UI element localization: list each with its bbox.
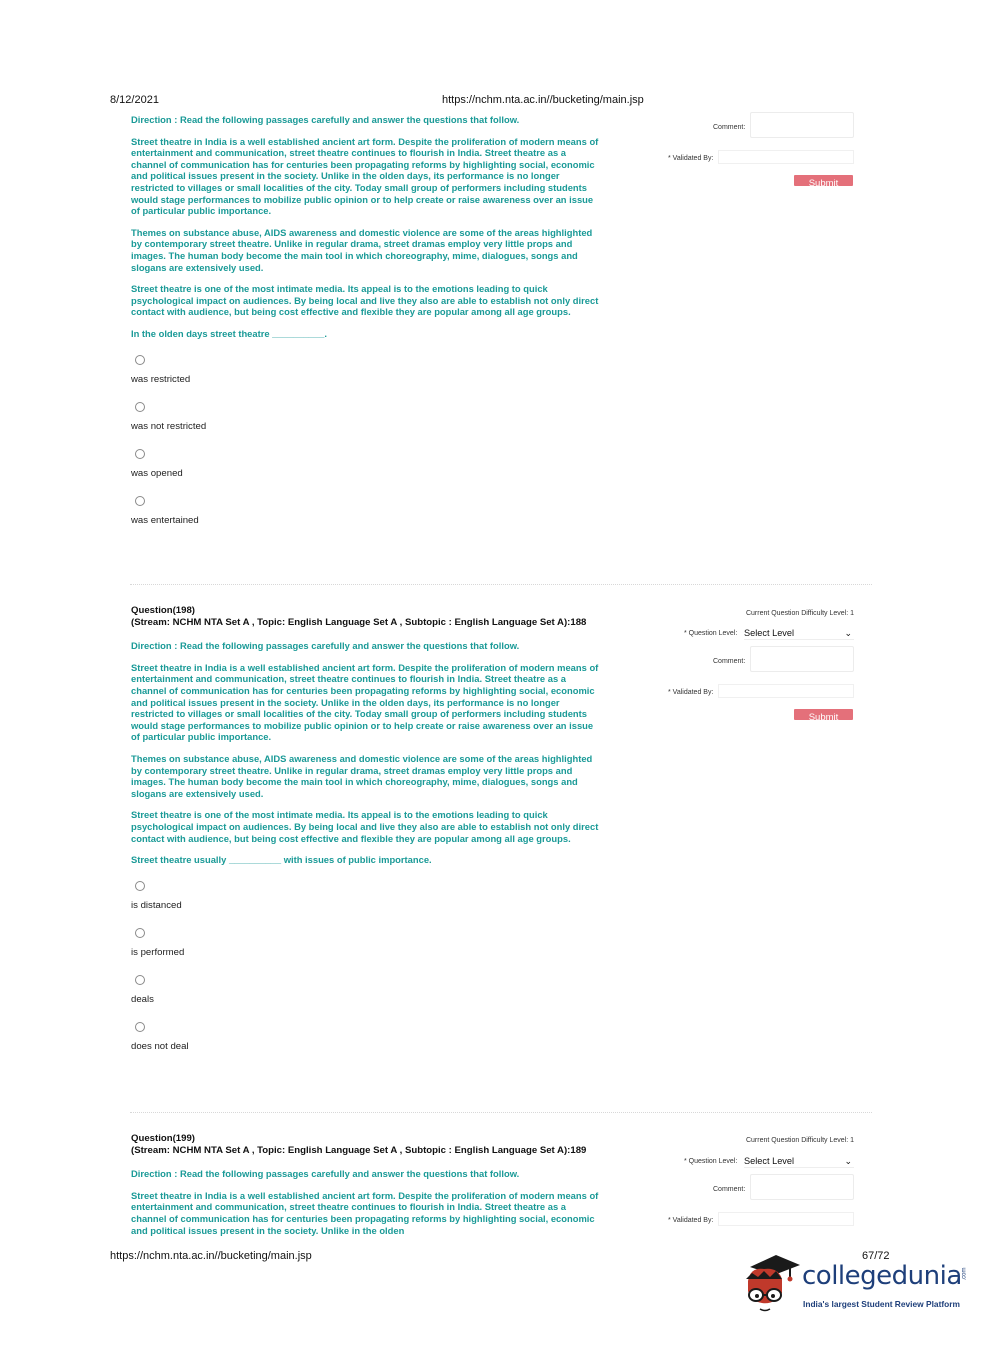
page-number: 67/72 (862, 1250, 890, 1262)
print-date: 8/12/2021 (110, 94, 159, 106)
passage-paragraph-2: Themes on substance abuse, AIDS awareness and domestic violence are some of the areas highlighted by contemporary street theatre. Unlike in regular drama, street dramas employ very little props and images. The human body become the main tool in which choreography, mime, dialogues, songs and slogans are extensively used. (131, 226, 593, 273)
comment-label: Comment: (713, 124, 746, 131)
mascot-icon (742, 1249, 802, 1321)
brand-tagline: India's largest Student Review Platform (803, 1299, 960, 1309)
radio-button[interactable] (135, 1022, 145, 1032)
question-199-block (131, 1133, 601, 1246)
question-level-label: * Question Level: (684, 630, 738, 637)
difficulty-level: Current Question Difficulty Level: 1 (745, 1137, 854, 1144)
validated-by-input[interactable] (718, 150, 854, 164)
question-meta: (Stream: NCHM NTA Set A , Topic: English Language Set A , Subtopic : English Language Set A):189 (131, 1144, 587, 1156)
select-value: Select Level (744, 628, 795, 638)
option-label: is distanced (131, 899, 182, 911)
brand-com: .com (961, 1267, 968, 1281)
select-value: Select Level (744, 1156, 795, 1166)
option-label: was entertained (131, 514, 199, 526)
radio-button[interactable] (135, 402, 145, 412)
radio-button[interactable] (135, 975, 145, 985)
comment-input[interactable] (750, 1174, 854, 1200)
option-label: was not restricted (131, 420, 207, 432)
separator (130, 584, 872, 585)
question-197-block (131, 114, 601, 543)
comment-label: Comment: (713, 658, 746, 665)
option-1[interactable] (131, 355, 601, 402)
passage-paragraph-3: Street theatre is one of the most intimate media. Its appeal is to the emotions leading to quick psychological impact on audiences. By being local and live they also are able to establish not only direct contact with audience, but being cost effective and flexible they are popular among all age groups. (131, 809, 599, 844)
passage-paragraph-2: Themes on substance abuse, AIDS awareness and domestic violence are some of the areas highlighted by contemporary street theatre. Unlike in regular drama, street dramas employ very little props and images. The human body become the main tool in which choreography, mime, dialogues, songs and slogans are extensively used. (131, 752, 593, 799)
brand-name: collegedunia (802, 1261, 962, 1291)
question-level-select[interactable] (744, 628, 854, 640)
question-level-select[interactable] (744, 1156, 854, 1168)
option-label: deals (131, 993, 154, 1005)
collegedunia-logo (742, 1249, 972, 1321)
option-2[interactable] (131, 402, 601, 449)
option-3[interactable] (131, 975, 601, 1022)
radio-button[interactable] (135, 881, 145, 891)
option-2[interactable] (131, 928, 601, 975)
passage-paragraph-3: Street theatre is one of the most intimate media. Its appeal is to the emotions leading to quick psychological impact on audiences. By being local and live they also are able to establish not only direct contact with audience, but being cost effective and flexible they are popular among all age groups. (131, 283, 599, 318)
passage-paragraph-1: Street theatre in India is a well established ancient art form. Despite the proliferation of modern means of entertainment and communication, street theatre continues to flourish in India. Street theatre as a channel of communication has for centuries been propagating reforms by highlighting social, economic and political issues present in the society. Unlike in the olden days, its performance is no longer restricted to villages or small localities of the city. Today small group of performers including students would stage performances to mobilize public opinion or to help create or raise awareness over an issue of particular public importance. (131, 661, 599, 743)
question-stem: Street theatre usually __________ with issues of public importance. (131, 854, 432, 866)
radio-button[interactable] (135, 496, 145, 506)
question-meta: (Stream: NCHM NTA Set A , Topic: English Language Set A , Subtopic : English Language Set A):188 (131, 616, 587, 628)
validated-by-input[interactable] (718, 684, 854, 698)
direction-text: Direction : Read the following passages carefully and answer the questions that follow. (131, 640, 520, 652)
option-label: was opened (131, 467, 183, 479)
option-label: is performed (131, 946, 185, 958)
validated-by-input[interactable] (718, 1212, 854, 1226)
option-label: was restricted (131, 373, 191, 385)
comment-label: Comment: (713, 1186, 746, 1193)
direction-text: Direction : Read the following passages carefully and answer the questions that follow. (131, 114, 520, 125)
comment-input[interactable] (750, 646, 854, 672)
separator (130, 1112, 872, 1113)
question-198-block (131, 605, 601, 1069)
difficulty-level: Current Question Difficulty Level: 1 (745, 610, 854, 617)
passage-paragraph-1: Street theatre in India is a well established ancient art form. Despite the proliferation of modern means of entertainment and communication, street theatre continues to flourish in India. Street theatre as a channel of communication has for centuries been propagating reforms by highlighting social, economic and political issues present in the society. Unlike in the olden days, its performance is no longer restricted to villages or small localities of the city. Today small group of performers including students would stage performances to mobilize public opinion or to help create or raise awareness over an issue of particular public importance. (131, 135, 599, 217)
passage-paragraph-1: Street theatre in India is a well established ancient art form. Despite the proliferation of modern means of entertainment and communication, street theatre continues to flourish in India. Street theatre as a channel of communication has for centuries been propagating reforms by highlighting social, economic and political issues present in the society. Unlike in the olden (131, 1189, 599, 1236)
chevron-down-icon: ⌄ (844, 628, 852, 638)
validated-by-label: * Validated By: (668, 689, 714, 696)
print-url: https://nchm.nta.ac.in//bucketing/main.jsp (442, 94, 644, 106)
question-number: Question(199) (131, 1133, 195, 1144)
comment-input[interactable] (750, 112, 854, 138)
option-3[interactable] (131, 449, 601, 496)
radio-button[interactable] (135, 355, 145, 365)
options-list (131, 881, 601, 1069)
direction-text: Direction : Read the following passages carefully and answer the questions that follow. (131, 1168, 520, 1180)
submit-button[interactable]: Submit (794, 709, 853, 720)
question-stem: In the olden days street theatre __________. (131, 327, 327, 339)
option-4[interactable] (131, 1022, 601, 1069)
validated-by-label: * Validated By: (668, 155, 714, 162)
radio-button[interactable] (135, 928, 145, 938)
question-header (131, 1133, 651, 1156)
option-4[interactable] (131, 496, 601, 543)
radio-button[interactable] (135, 449, 145, 459)
footer-url: https://nchm.nta.ac.in//bucketing/main.jsp (110, 1250, 312, 1262)
option-label: does not deal (131, 1040, 189, 1052)
option-1[interactable] (131, 881, 601, 928)
options-list (131, 355, 601, 543)
question-level-label: * Question Level: (684, 1158, 738, 1165)
question-number: Question(198) (131, 605, 195, 616)
question-header (131, 605, 651, 628)
validated-by-label: * Validated By: (668, 1217, 714, 1224)
chevron-down-icon: ⌄ (844, 1156, 852, 1166)
submit-button[interactable]: Submit (794, 175, 853, 186)
